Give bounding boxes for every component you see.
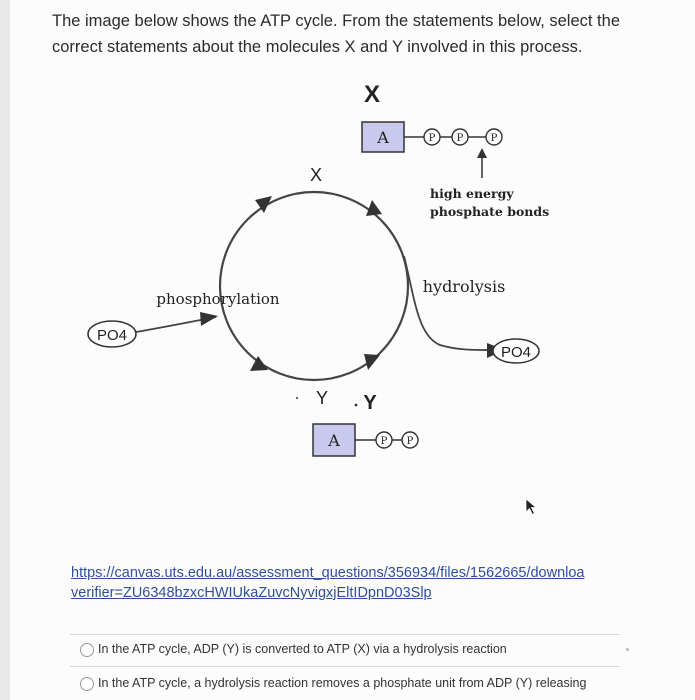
y-dot-left xyxy=(296,397,298,399)
radio-button[interactable] xyxy=(80,677,94,691)
high-energy-line1: high energy xyxy=(430,186,514,201)
cycle-arrow-bottom-right xyxy=(364,354,380,370)
link-line-2[interactable]: verifier=ZU6348bzxcHWIUkaZuvcNyvigxjEltIDpnD03Slp xyxy=(71,585,432,601)
scroll-marker xyxy=(626,648,629,651)
question-line-2: correct statements about the molecules X and Y involved in this process. xyxy=(52,38,583,56)
adenine-top-label: A xyxy=(377,128,389,147)
y-dot-right xyxy=(355,404,358,407)
adenine-bottom-label: A xyxy=(328,431,340,450)
phosphorylation-arrowhead xyxy=(200,312,218,326)
adp-phosphate-2-label: P xyxy=(406,436,414,447)
hydrolysis-arrow-line xyxy=(404,256,500,350)
cycle-circle xyxy=(220,192,408,380)
answer-option-2[interactable] xyxy=(80,674,640,696)
adp-phosphate-1-label: P xyxy=(380,436,388,447)
link-line-1[interactable]: https://canvas.uts.edu.au/assessment_questions/356934/files/1562665/downloa xyxy=(71,565,585,581)
atp-phosphate-3-label: P xyxy=(490,133,498,144)
question-line-1: The image below shows the ATP cycle. From the statements below, select the xyxy=(52,12,620,30)
x-label-top: X xyxy=(363,81,381,108)
x-label-left: X xyxy=(309,165,323,185)
answer-option-1[interactable] xyxy=(80,640,640,662)
atp-phosphate-2-label: P xyxy=(456,133,464,144)
y-label-left: Y xyxy=(315,388,329,408)
divider-top xyxy=(70,634,620,635)
radio-button[interactable] xyxy=(80,643,94,657)
image-source-link[interactable] xyxy=(71,563,671,603)
po4-right-label: PO4 xyxy=(500,344,532,361)
option-label: In the ATP cycle, ADP (Y) is converted to ATP (X) via a hydrolysis reaction xyxy=(98,642,507,656)
bond-pointer-head xyxy=(477,148,487,158)
high-energy-line2: phosphate bonds xyxy=(430,204,550,219)
y-label-right: Y xyxy=(363,392,377,414)
po4-left-label: PO4 xyxy=(96,327,128,344)
hydrolysis-label: hydrolysis xyxy=(422,277,506,296)
atp-phosphate-1-label: P xyxy=(428,133,436,144)
phosphorylation-label: phosphorylation xyxy=(156,290,280,308)
mouse-cursor-icon xyxy=(525,498,539,516)
option-label: In the ATP cycle, a hydrolysis reaction removes a phosphate unit from ADP (Y) releasing xyxy=(98,676,587,690)
divider-middle xyxy=(70,666,620,667)
